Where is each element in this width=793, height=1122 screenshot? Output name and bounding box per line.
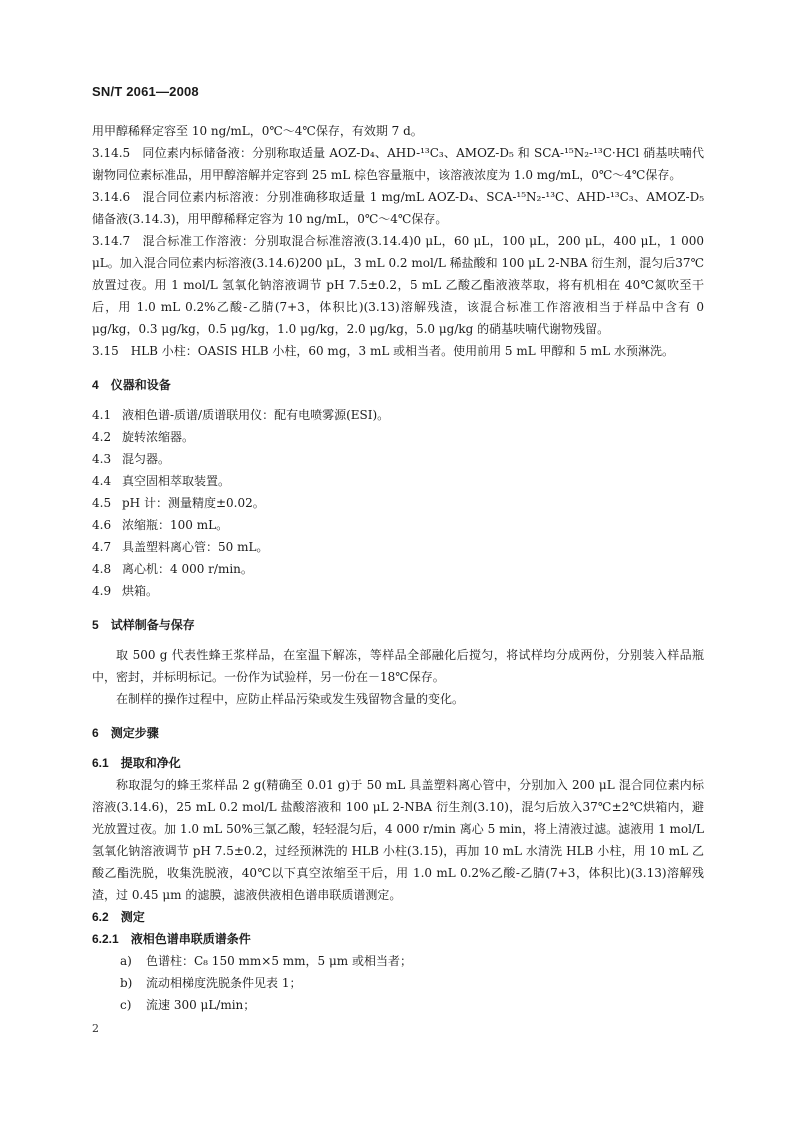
list-item xyxy=(92,492,704,514)
clause-text: 同位素内标储备液：分别称取适量 AOZ-D₄、AHD-¹³C₃、AMOZ-D₅ 和 SCA-¹⁵N₂-¹³C·HCl 硝基呋喃代谢物同位素标准品，用甲醇溶解并定容到 25 mL 棕色容量瓶中，该溶液浓度为 1.0 mg/mL，0℃～4℃保存。 xyxy=(92,146,704,182)
clause-text: HLB 小柱：OASIS HLB 小柱，60 mg，3 mL 或相当者。使用前用 5 mL 甲醇和 5 mL 水预淋洗。 xyxy=(130,344,674,358)
item-number: 4.8 xyxy=(92,562,112,576)
standard-code-header: SN/T 2061—2008 xyxy=(92,84,199,99)
section-heading-5 xyxy=(92,614,704,636)
item-number: 4.1 xyxy=(92,408,112,422)
subsection-title: 测定 xyxy=(120,910,145,924)
section-title: 仪器和设备 xyxy=(110,378,171,392)
list-item xyxy=(92,404,704,426)
item-text: pH 计：测量精度±0.02。 xyxy=(122,496,265,510)
clause-3-14-6 xyxy=(92,186,704,230)
list-item xyxy=(92,972,704,994)
clause-3-14-7 xyxy=(92,230,704,340)
list-item xyxy=(92,426,704,448)
list-item xyxy=(92,950,704,972)
item-number: 4.5 xyxy=(92,496,112,510)
clause-3-15 xyxy=(92,340,704,362)
item-text: 烘箱。 xyxy=(122,584,159,598)
lc-conditions-list xyxy=(92,950,704,1016)
clause-number: 3.14.6 xyxy=(92,190,131,204)
item-letter: c) xyxy=(120,998,132,1012)
sample-prep-paragraph: 取 500 g 代表性蜂王浆样品，在室温下解冻，等样品全部融化后搅匀，将试样均分成两份，分别装入样品瓶中，密封，并标明标记。一份作为试验样，另一份在－18℃保存。 xyxy=(92,648,704,684)
item-text: 真空固相萃取装置。 xyxy=(122,474,231,488)
subsection-title: 提取和净化 xyxy=(120,756,181,770)
section-heading-4 xyxy=(92,374,704,396)
subsection-number: 6.2 xyxy=(92,910,109,924)
clause-number: 3.14.5 xyxy=(92,146,131,160)
item-number: 4.7 xyxy=(92,540,112,554)
list-item xyxy=(92,448,704,470)
clause-number: 3.14.7 xyxy=(92,234,131,248)
item-text: 液相色谱-质谱/质谱联用仪：配有电喷雾源(ESI)。 xyxy=(122,408,390,422)
paragraph-continuation: 用甲醇稀释定容至 10 ng/mL，0℃～4℃保存，有效期 7 d。 xyxy=(92,124,423,138)
subsection-heading-6-1 xyxy=(92,752,704,774)
item-letter: b) xyxy=(120,976,133,990)
sample-prep-note: 在制样的操作过程中，应防止样品污染或发生残留物含量的变化。 xyxy=(116,692,465,706)
clause-3-14-5 xyxy=(92,142,704,186)
clause-text: 混合同位素内标溶液：分别准确移取适量 1 mg/mL AOZ-D₄、SCA-¹⁵N₂-¹³C、AHD-¹³C₃、AMOZ-D₅ 储备液(3.14.3)，用甲醇稀释定容为 10 ng/mL，0℃～4℃保存。 xyxy=(92,190,704,226)
subsection-number: 6.1 xyxy=(92,756,109,770)
item-number: 4.3 xyxy=(92,452,112,466)
section-heading-6 xyxy=(92,722,704,744)
item-number: 4.4 xyxy=(92,474,112,488)
item-text: 具盖塑料离心管：50 mL。 xyxy=(122,540,269,554)
list-item xyxy=(92,558,704,580)
list-item xyxy=(92,994,704,1016)
item-text: 色谱柱：C₈ 150 mm×5 mm，5 μm 或相当者； xyxy=(146,954,412,968)
section-title: 试样制备与保存 xyxy=(110,618,195,632)
extraction-paragraph: 称取混匀的蜂王浆样品 2 g(精确至 0.01 g)于 50 mL 具盖塑料离心管中，分别加入 200 μL 混合同位素内标溶液(3.14.6)，25 mL 0.2 mol/L 盐酸溶液和 100 μL 2-NBA 衍生剂(3.10)，混匀后放入37℃±2℃烘箱内，避光放置过夜。加 1.0 mL 50%三氯乙酸，轻轻混匀后，4 000 r/min 离心 5 min，将上清液过滤。滤液用 1 mol/L 氢氧化钠溶液调节 pH 7.5±0.2，过经预淋洗的 HLB 小柱(3.15)，再加 10 mL 水清洗 HLB 小柱，用 10 mL 乙酸乙酯洗脱，收集洗脱液，40℃以下真空浓缩至干后，用 1.0 mL 0.2%乙酸-乙腈(7+3，体积比)(3.13)溶解残渣，过 0.45 μm 的滤膜，滤液供液相色谱串联质谱测定。 xyxy=(92,778,704,902)
page-number: 2 xyxy=(92,1022,99,1035)
item-text: 混匀器。 xyxy=(122,452,171,466)
list-item xyxy=(92,580,704,602)
subsection-heading-6-2-1 xyxy=(92,928,704,950)
section-title: 测定步骤 xyxy=(110,726,159,740)
subsection-title: 液相色谱串联质谱条件 xyxy=(130,932,251,946)
list-item xyxy=(92,470,704,492)
item-text: 流动相梯度洗脱条件见表 1； xyxy=(146,976,302,990)
item-text: 离心机：4 000 r/min。 xyxy=(122,562,253,576)
page-content xyxy=(92,120,704,1016)
item-text: 浓缩瓶：100 mL。 xyxy=(122,518,229,532)
clause-text: 混合标准工作溶液：分别取混合标准溶液(3.14.4)0 μL，60 μL，100 μL，200 μL，400 μL，1 000 μL。加入混合同位素内标溶液(3.14.6)200 μL，3 mL 0.2 mol/L 稀盐酸和 100 μL 2-NBA 衍生剂，混匀后37℃放置过夜。用 1 mol/L 氢氧化钠溶液调节 pH 7.5±0.2，5 mL 乙酸乙酯液液萃取，将有机相在 40℃氮吹至干后，用 1.0 mL 0.2%乙酸-乙腈(7+3，体积比)(3.13)溶解残渣，该混合标准工作溶液相当于样品中含有 0 μg/kg，0.3 μg/kg，0.5 μg/kg，1.0 μg/kg，2.0 μg/kg，5.0 μg/kg 的硝基呋喃代谢物残留。 xyxy=(92,234,704,336)
section-number: 4 xyxy=(92,378,99,392)
list-item xyxy=(92,514,704,536)
clause-number: 3.15 xyxy=(92,344,119,358)
list-item xyxy=(92,536,704,558)
section-number: 5 xyxy=(92,618,99,632)
item-text: 旋转浓缩器。 xyxy=(122,430,195,444)
subsection-heading-6-2 xyxy=(92,906,704,928)
item-number: 4.2 xyxy=(92,430,112,444)
instrument-list xyxy=(92,404,704,602)
subsection-number: 6.2.1 xyxy=(92,932,119,946)
item-letter: a) xyxy=(120,954,132,968)
section-number: 6 xyxy=(92,726,99,740)
item-text: 流速 300 μL/min； xyxy=(146,998,256,1012)
item-number: 4.6 xyxy=(92,518,112,532)
item-number: 4.9 xyxy=(92,584,112,598)
